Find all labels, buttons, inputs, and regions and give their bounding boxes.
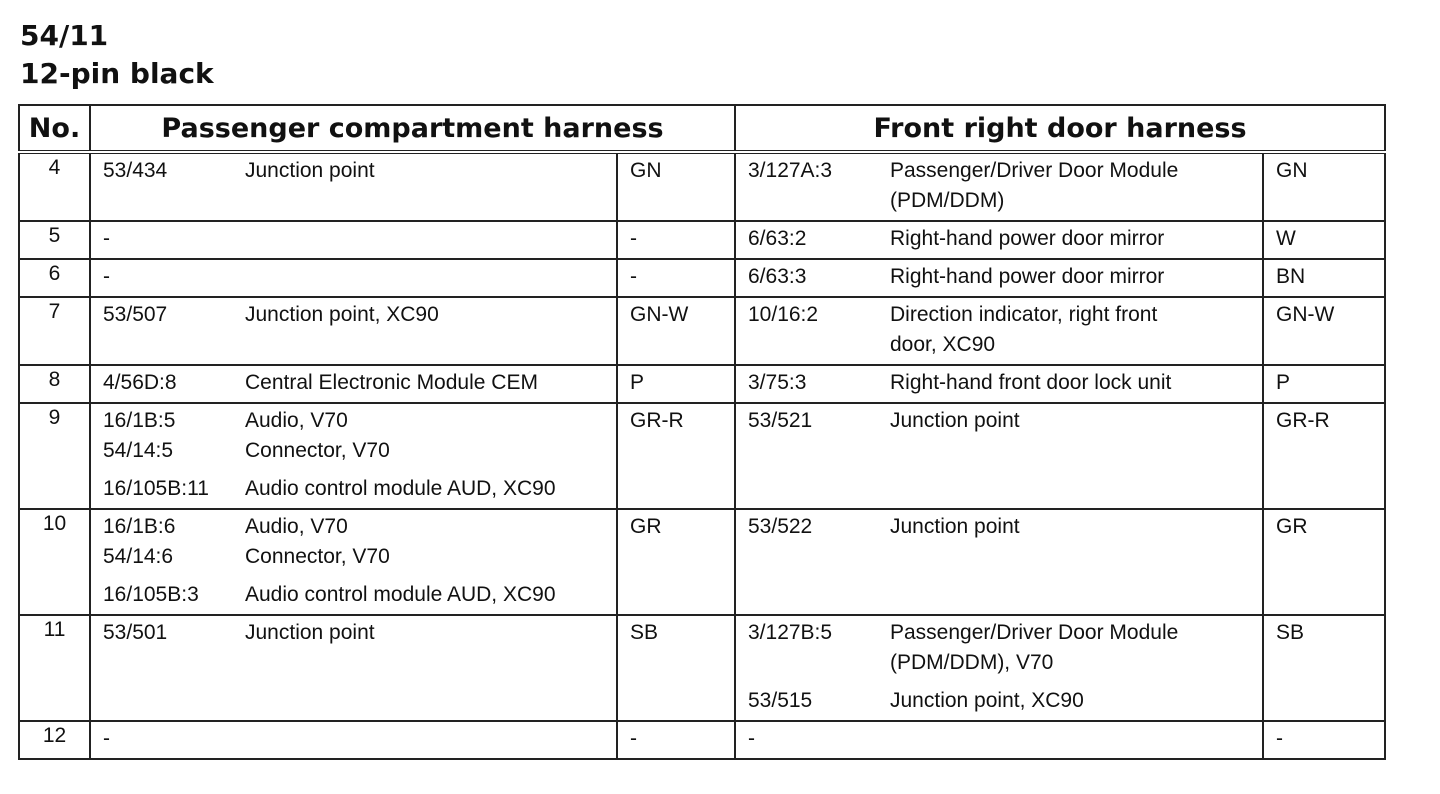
passenger-component-desc: Junction point, XC90 (245, 303, 439, 326)
passenger-component-desc: Audio control module AUD, XC90 (245, 583, 556, 606)
front-door-wire-color (1263, 297, 1385, 365)
table-row (19, 403, 1385, 509)
passenger-component-desc: Connector, V70 (245, 545, 390, 568)
front-door-connection-line (748, 618, 1256, 678)
front-door-component-desc: Junction point (890, 409, 1020, 432)
front-door-component-ref: 3/127B:5 (748, 621, 833, 644)
passenger-wire-color-value: - (630, 265, 637, 288)
passenger-component-desc: Audio, V70 (245, 409, 348, 432)
front-door-connection-line (748, 224, 1256, 254)
front-door-empty-ref: - (748, 727, 755, 750)
connector-description: 12-pin black (20, 57, 214, 90)
front-door-component-desc: Junction point (890, 515, 1020, 538)
front-door-wire-color (1263, 403, 1385, 509)
front-door-connection-cell (735, 509, 1263, 615)
table-row (19, 259, 1385, 297)
front-door-wire-color (1263, 152, 1385, 221)
front-door-component-ref: 53/521 (748, 409, 813, 432)
pin-number: 10 (19, 509, 90, 615)
front-door-wire-color (1263, 259, 1385, 297)
passenger-component-ref: 54/14:6 (103, 545, 174, 568)
pin-number: 7 (19, 297, 90, 365)
front-door-connection-cell (735, 615, 1263, 721)
table-row (19, 297, 1385, 365)
front-door-wire-color (1263, 721, 1385, 759)
passenger-connection-line (103, 406, 610, 436)
passenger-component-desc: Central Electronic Module CEM (245, 371, 538, 394)
passenger-component-ref: 53/434 (103, 159, 168, 182)
passenger-wire-color-value: P (630, 371, 645, 394)
passenger-wire-color-value: SB (630, 621, 659, 644)
passenger-wire-color (617, 615, 735, 721)
passenger-empty-ref: - (103, 727, 110, 750)
front-door-component-desc: Right-hand front door lock unit (890, 371, 1172, 394)
passenger-wire-color (617, 297, 735, 365)
passenger-connection-line (103, 300, 610, 330)
front-door-wire-color (1263, 615, 1385, 721)
front-door-connection-cell (735, 403, 1263, 509)
front-door-component-desc: Right-hand power door mirror (890, 265, 1165, 288)
front-door-component-ref: 6/63:3 (748, 265, 807, 288)
front-door-connection-line (748, 156, 1256, 216)
passenger-wire-color-value: - (630, 727, 637, 750)
table-header-row (19, 105, 1385, 152)
front-door-connection-line (748, 368, 1256, 398)
front-door-connection-line (748, 300, 1256, 360)
front-door-connection-cell (735, 297, 1263, 365)
front-door-wire-color (1263, 509, 1385, 615)
passenger-connection-line (103, 368, 610, 398)
front-door-component-desc: Direction indicator, right front door, XC90 (890, 303, 1158, 356)
passenger-wire-color-value: GN (630, 159, 662, 182)
passenger-connection-cell (90, 365, 617, 403)
passenger-component-ref: 4/56D:8 (103, 371, 177, 394)
front-door-wire-color-value: GN-W (1276, 303, 1335, 326)
passenger-component-ref: 16/1B:6 (103, 515, 176, 538)
passenger-wire-color-value: GN-W (630, 303, 689, 326)
pin-number: 6 (19, 259, 90, 297)
passenger-connection-cell (90, 509, 617, 615)
front-door-component-ref: 10/16:2 (748, 303, 819, 326)
front-door-component-desc: Passenger/Driver Door Module (PDM/DDM), V70 (890, 621, 1179, 674)
passenger-component-desc: Junction point (245, 621, 375, 644)
passenger-component-ref: 16/105B:11 (103, 477, 209, 500)
passenger-wire-color (617, 221, 735, 259)
table-row (19, 152, 1385, 221)
passenger-connection-cell (90, 152, 617, 221)
passenger-connection-cell (90, 615, 617, 721)
front-door-component-desc: Passenger/Driver Door Module (PDM/DDM) (890, 159, 1179, 212)
passenger-empty-ref: - (103, 265, 110, 288)
passenger-connection-line (103, 436, 610, 466)
connector-number: 54/11 (20, 19, 109, 52)
front-door-connection-cell (735, 365, 1263, 403)
front-door-component-ref: 3/127A:3 (748, 159, 833, 182)
front-door-connection-line (748, 686, 1256, 716)
passenger-connection-cell (90, 403, 617, 509)
pin-number: 4 (19, 152, 90, 221)
passenger-connection-cell (90, 221, 617, 259)
pin-rows (19, 152, 1385, 759)
passenger-connection-line (103, 512, 610, 542)
table-row (19, 721, 1385, 759)
header-passenger-harness: Passenger compartment harness (90, 105, 735, 152)
front-door-connection-cell (735, 152, 1263, 221)
front-door-component-ref: 6/63:2 (748, 227, 807, 250)
passenger-wire-color (617, 509, 735, 615)
front-door-wire-color-value: GR-R (1276, 409, 1330, 432)
passenger-component-desc: Audio control module AUD, XC90 (245, 477, 556, 500)
front-door-wire-color-value: P (1276, 371, 1291, 394)
front-door-wire-color-value: W (1276, 227, 1296, 250)
front-door-wire-color (1263, 221, 1385, 259)
front-door-component-desc: Right-hand power door mirror (890, 227, 1165, 250)
table-row (19, 221, 1385, 259)
passenger-connection-line (103, 618, 610, 648)
passenger-wire-color (617, 403, 735, 509)
passenger-component-ref: 53/507 (103, 303, 168, 326)
front-door-wire-color-value: SB (1276, 621, 1305, 644)
passenger-wire-color (617, 721, 735, 759)
front-door-component-ref: 3/75:3 (748, 371, 807, 394)
passenger-connection-line (103, 474, 610, 504)
passenger-component-desc: Connector, V70 (245, 439, 390, 462)
front-door-wire-color-value: BN (1276, 265, 1306, 288)
pin-table (18, 104, 1386, 760)
front-door-connection-line (748, 512, 1256, 542)
header-no: No. (19, 105, 90, 152)
front-door-connection-line (748, 262, 1256, 292)
passenger-component-desc: Audio, V70 (245, 515, 348, 538)
front-door-connection-line (748, 406, 1256, 436)
header-front-door-harness: Front right door harness (735, 105, 1385, 152)
front-door-component-ref: 53/515 (748, 689, 813, 712)
pin-number: 9 (19, 403, 90, 509)
front-door-connection-cell (735, 721, 1263, 759)
passenger-component-ref: 16/105B:3 (103, 583, 199, 606)
front-door-wire-color-value: GR (1276, 515, 1308, 538)
front-door-wire-color-value: - (1276, 727, 1283, 750)
passenger-connection-cell (90, 297, 617, 365)
passenger-connection-cell (90, 721, 617, 759)
passenger-connection-line (103, 156, 610, 186)
passenger-wire-color (617, 365, 735, 403)
passenger-connection-line (103, 542, 610, 572)
table-row (19, 615, 1385, 721)
passenger-connection-cell (90, 259, 617, 297)
table-row (19, 365, 1385, 403)
passenger-component-ref: 53/501 (103, 621, 168, 644)
pin-number: 11 (19, 615, 90, 721)
pin-number: 5 (19, 221, 90, 259)
table-row (19, 509, 1385, 615)
front-door-wire-color (1263, 365, 1385, 403)
passenger-empty-ref: - (103, 227, 110, 250)
pin-number: 12 (19, 721, 90, 759)
front-door-connection-cell (735, 221, 1263, 259)
passenger-component-desc: Junction point (245, 159, 375, 182)
passenger-component-ref: 54/14:5 (103, 439, 174, 462)
passenger-wire-color-value: GR (630, 515, 662, 538)
front-door-component-desc: Junction point, XC90 (890, 689, 1084, 712)
front-door-connection-cell (735, 259, 1263, 297)
pin-number: 8 (19, 365, 90, 403)
passenger-component-ref: 16/1B:5 (103, 409, 176, 432)
passenger-wire-color (617, 259, 735, 297)
front-door-wire-color-value: GN (1276, 159, 1308, 182)
passenger-wire-color-value: GR-R (630, 409, 684, 432)
passenger-connection-line (103, 580, 610, 610)
front-door-component-ref: 53/522 (748, 515, 813, 538)
passenger-wire-color (617, 152, 735, 221)
passenger-wire-color-value: - (630, 227, 637, 250)
